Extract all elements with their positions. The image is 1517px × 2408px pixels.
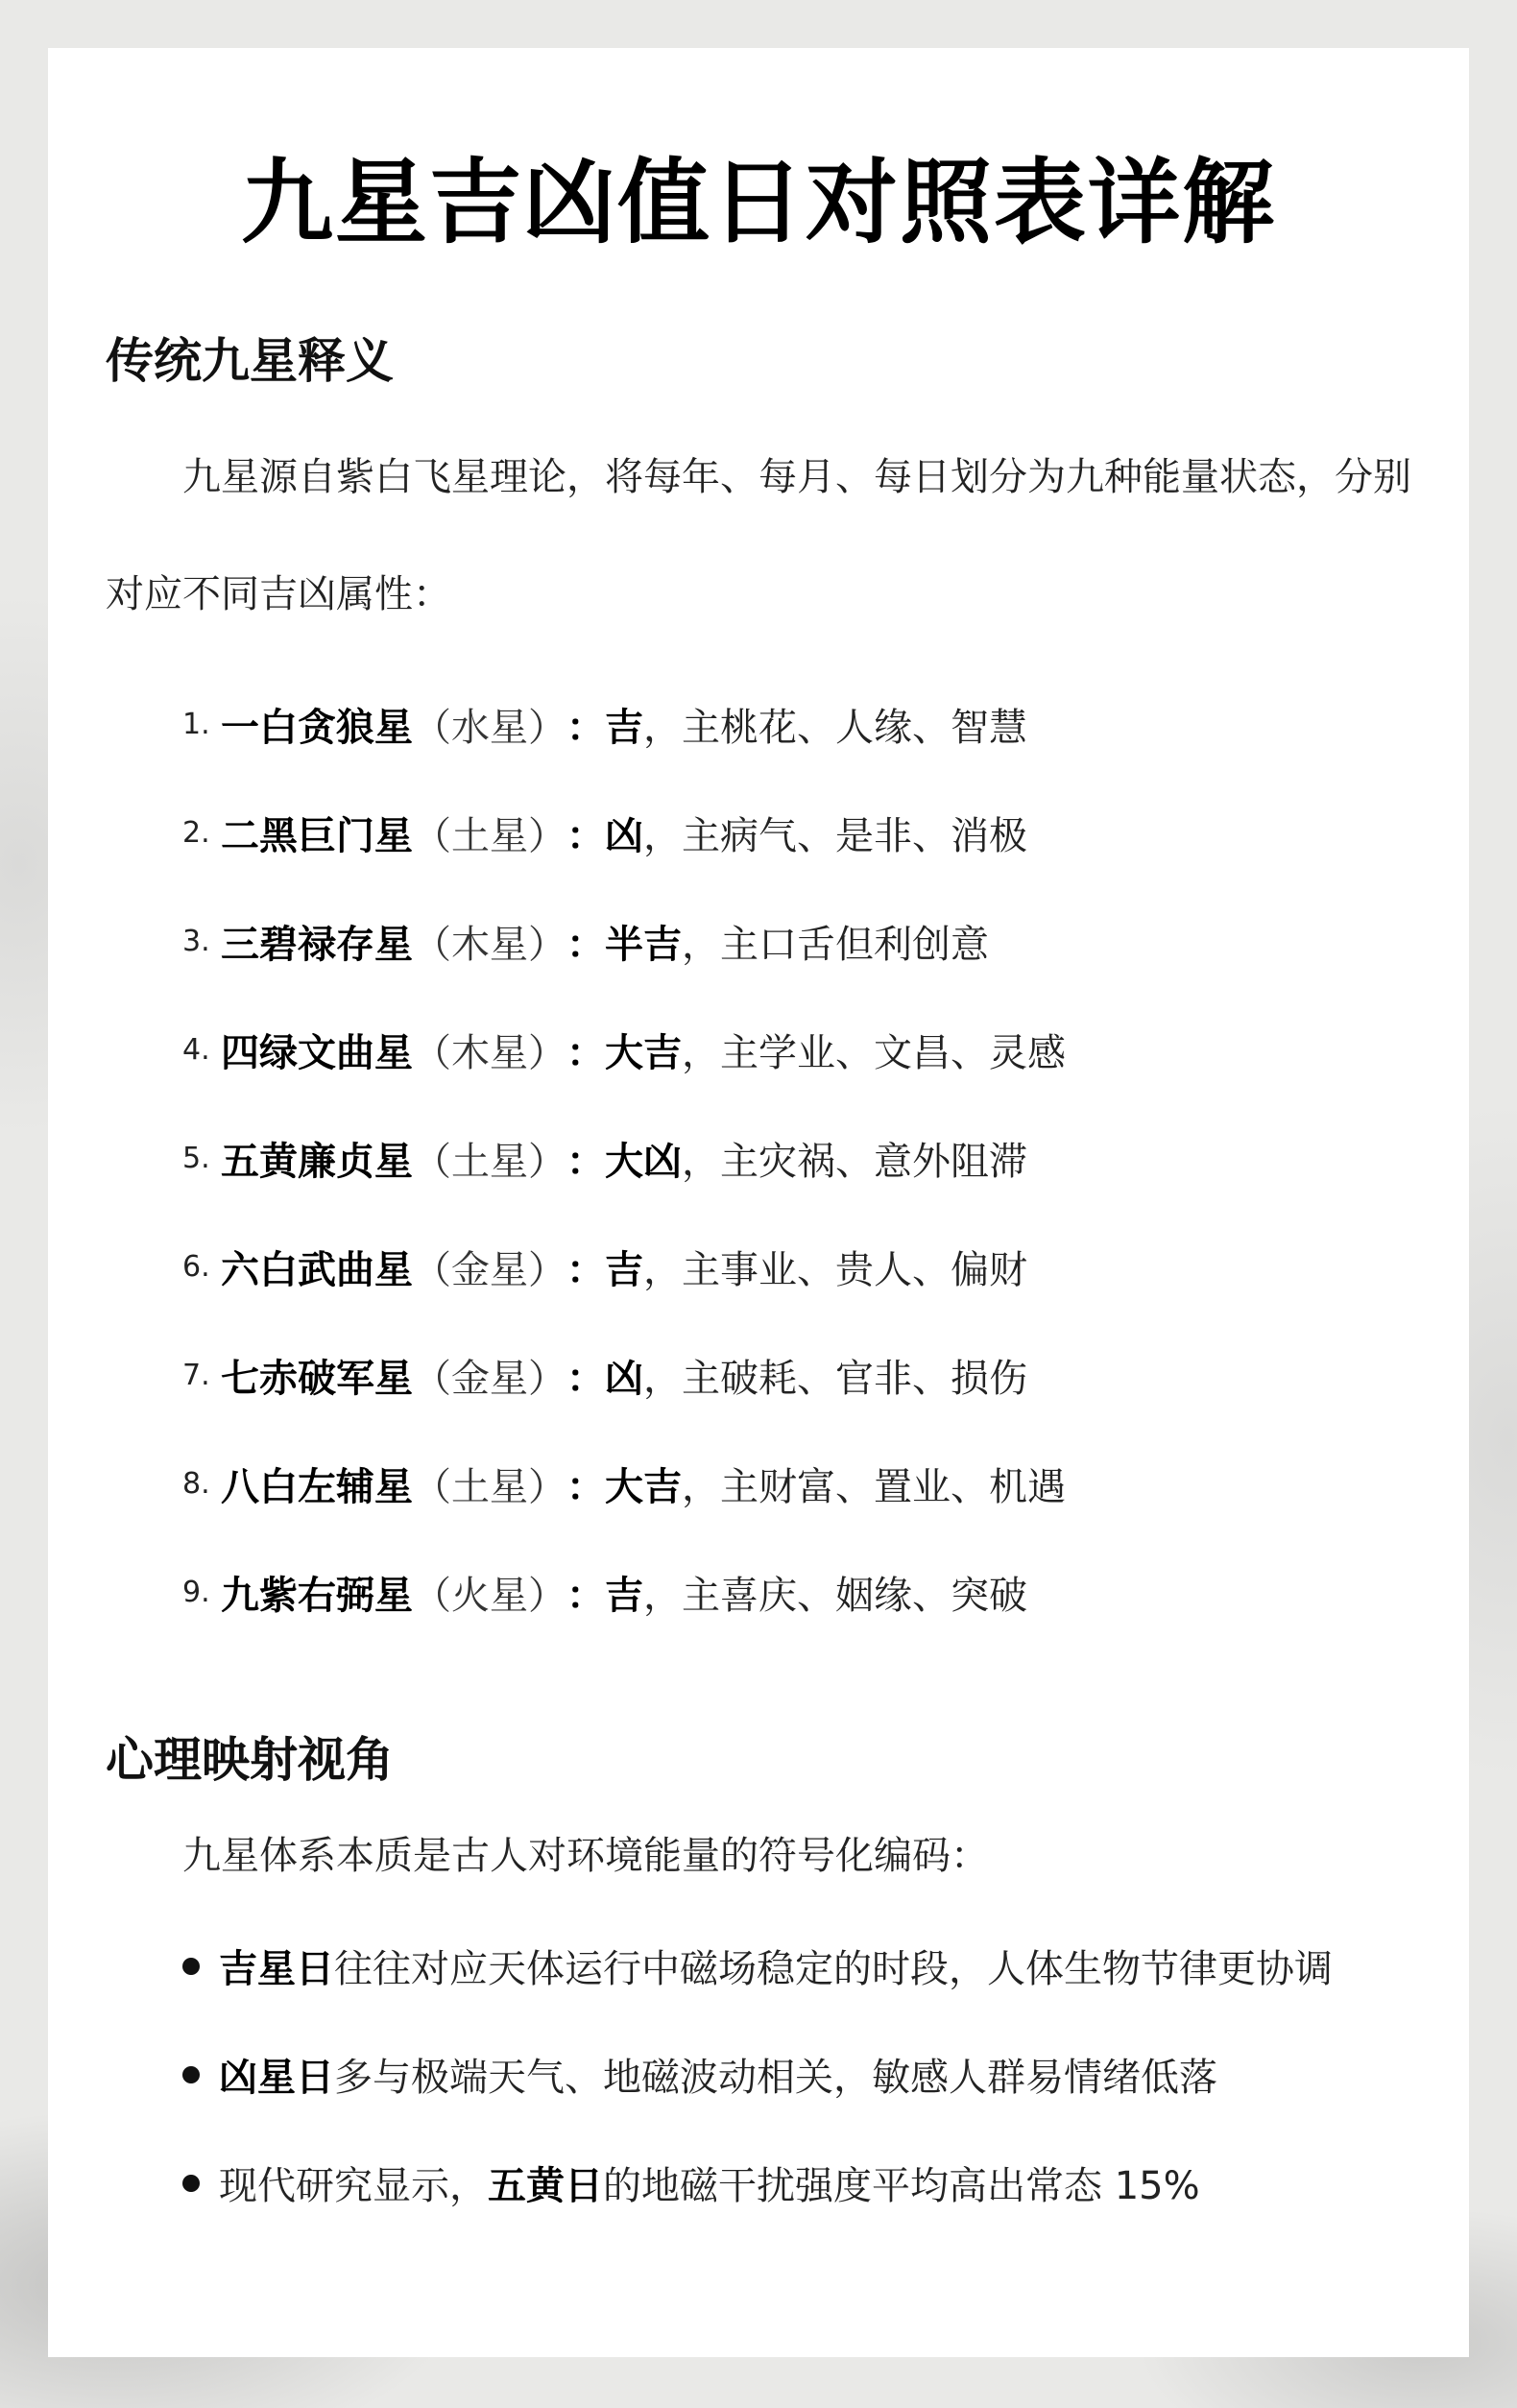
star-element: （水星） [413, 706, 566, 750]
star-name: 九紫右弼星 [221, 1574, 413, 1618]
star-meaning: ，主桃花、人缘、智慧 [643, 706, 1027, 750]
star-verdict: 大凶 [605, 1140, 682, 1184]
star-colon: ： [566, 706, 605, 750]
list-item [182, 2020, 1411, 2129]
list-number: 8. [182, 1467, 210, 1501]
star-meaning: ，主喜庆、姻缘、突破 [643, 1574, 1027, 1618]
star-verdict: 大吉 [605, 1465, 682, 1509]
star-meaning: ，主财富、置业、机遇 [682, 1465, 1066, 1509]
bullet-text: 的地磁干扰强度平均高出常态 15% [603, 2164, 1200, 2208]
star-element: （木星） [413, 923, 566, 967]
star-name: 七赤破军星 [221, 1357, 413, 1401]
list-number: 1. [182, 708, 210, 741]
list-item [182, 779, 1411, 887]
star-name: 一白贪狼星 [221, 706, 413, 750]
bullet-dot-icon [182, 2175, 200, 2192]
star-name: 六白武曲星 [221, 1248, 413, 1292]
list-item [182, 670, 1411, 779]
star-colon: ： [566, 1140, 605, 1184]
star-element: （金星） [413, 1248, 566, 1292]
bullet-bold: 凶星日 [219, 2056, 334, 2100]
list-number: 3. [182, 925, 210, 958]
intro-paragraph: 九星源自紫白飞星理论，将每年、每月、每日划分为九种能量状态，分别对应不同吉凶属性： [106, 455, 1411, 616]
section-heading-traditional: 传统九星释义 [106, 333, 394, 389]
star-name: 二黑巨门星 [221, 814, 413, 858]
list-item [182, 1213, 1411, 1321]
star-element: （木星） [413, 1031, 566, 1075]
star-verdict: 吉 [605, 1574, 643, 1618]
list-item [182, 2129, 1411, 2237]
list-number: 6. [182, 1250, 210, 1284]
star-verdict: 吉 [605, 1248, 643, 1292]
list-item [182, 887, 1411, 996]
star-verdict: 半吉 [605, 923, 682, 967]
star-meaning: ，主病气、是非、消极 [643, 814, 1027, 858]
star-meaning: ，主破耗、官非、损伤 [643, 1357, 1027, 1401]
star-name: 四绿文曲星 [221, 1031, 413, 1075]
star-meaning: ，主事业、贵人、偏财 [643, 1248, 1027, 1292]
star-name: 三碧禄存星 [221, 923, 413, 967]
nine-stars-list [106, 670, 1411, 1647]
list-item [182, 1912, 1411, 2020]
star-verdict: 吉 [605, 706, 643, 750]
list-item [182, 1321, 1411, 1430]
star-element: （土星） [413, 1140, 566, 1184]
star-element: （土星） [413, 1465, 566, 1509]
section-heading-psychology: 心理映射视角 [106, 1732, 394, 1788]
list-number: 5. [182, 1142, 210, 1175]
star-meaning: ，主灾祸、意外阻滞 [682, 1140, 1027, 1184]
bullet-text: 多与极端天气、地磁波动相关，敏感人群易情绪低落 [334, 2056, 1217, 2100]
document-page [48, 48, 1469, 2357]
star-colon: ： [566, 1031, 605, 1075]
list-item [182, 1430, 1411, 1538]
list-item [182, 1104, 1411, 1213]
bullet-text: 往往对应天体运行中磁场稳定的时段，人体生物节律更协调 [334, 1947, 1333, 1991]
bullet-dot-icon [182, 1958, 200, 1975]
psychology-bullet-list [106, 1912, 1411, 2237]
star-colon: ： [566, 1357, 605, 1401]
star-element: （火星） [413, 1574, 566, 1618]
star-colon: ： [566, 1465, 605, 1509]
list-item [182, 996, 1411, 1104]
bullet-prefix: 现代研究显示， [219, 2164, 488, 2208]
list-item [182, 1538, 1411, 1647]
psychology-intro: 九星体系本质是古人对环境能量的符号化编码： [182, 1834, 989, 1878]
star-name: 五黄廉贞星 [221, 1140, 413, 1184]
star-colon: ： [566, 1574, 605, 1618]
bullet-bold: 吉星日 [219, 1947, 334, 1991]
star-verdict: 凶 [605, 1357, 643, 1401]
star-element: （土星） [413, 814, 566, 858]
list-number: 2. [182, 816, 210, 850]
bullet-bold: 五黄日 [488, 2164, 603, 2208]
star-colon: ： [566, 923, 605, 967]
star-colon: ： [566, 814, 605, 858]
star-name: 八白左辅星 [221, 1465, 413, 1509]
star-verdict: 大吉 [605, 1031, 682, 1075]
star-meaning: ，主学业、文昌、灵感 [682, 1031, 1066, 1075]
list-number: 7. [182, 1359, 210, 1392]
list-number: 4. [182, 1033, 210, 1067]
star-element: （金星） [413, 1357, 566, 1401]
star-verdict: 凶 [605, 814, 643, 858]
star-colon: ： [566, 1248, 605, 1292]
page-title: 九星吉凶值日对照表详解 [241, 149, 1276, 256]
bullet-dot-icon [182, 2066, 200, 2083]
list-number: 9. [182, 1576, 210, 1609]
star-meaning: ，主口舌但利创意 [682, 923, 989, 967]
